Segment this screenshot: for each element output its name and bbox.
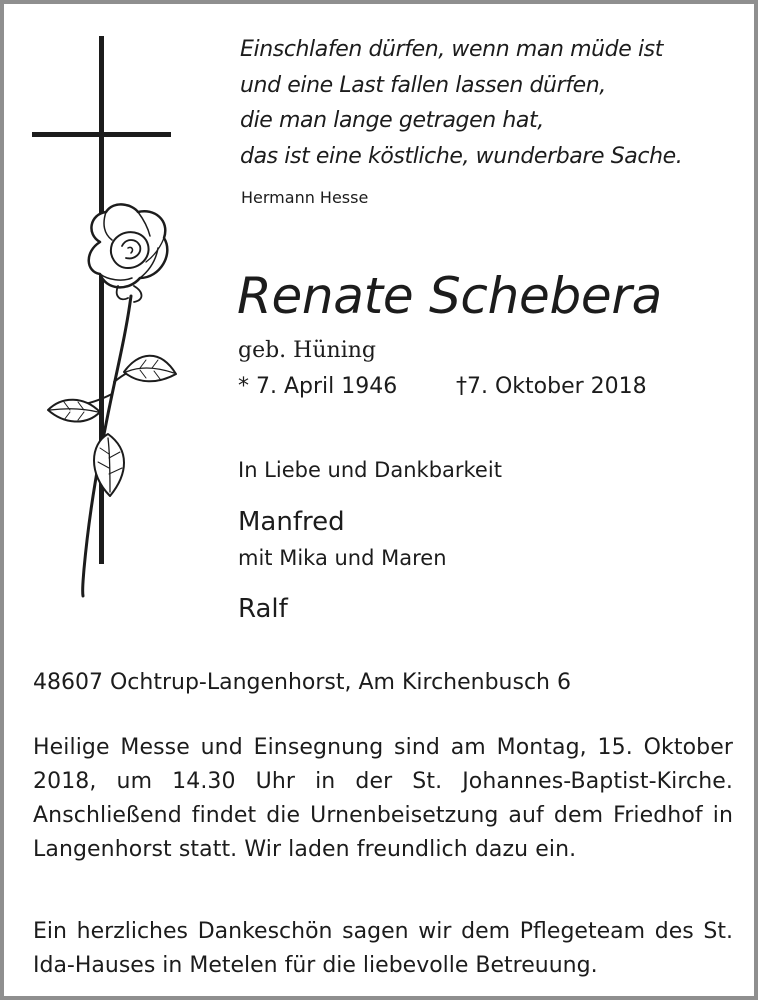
poem-author: Hermann Hesse [241, 188, 369, 207]
mourner-secondary: Ralf [238, 594, 288, 624]
poem-line: die man lange getragen hat, [240, 108, 544, 133]
birth-date: * 7. April 1946 [238, 374, 398, 399]
thank-you-note: Ein herzliches Dankeschön sagen wir dem Pflegeteam des St. Ida-Hauses in Metelen für die liebevolle Betreuung. [33, 919, 733, 978]
poem-line: das ist eine köstliche, wunderbare Sache. [240, 143, 683, 169]
poem-line: und eine Last fallen lassen dürfen, [240, 72, 606, 98]
deceased-name: Renate Schebera [237, 267, 662, 325]
family-address: 48607 Ochtrup-Langenhorst, Am Kirchenbusch 6 [33, 670, 571, 695]
dedication-line: In Liebe und Dankbarkeit [238, 458, 502, 482]
poem-line: Einschlafen dürfen, wenn man müde ist [240, 37, 663, 62]
poem [240, 32, 682, 174]
mourner-primary: Manfred [238, 507, 345, 537]
mourner-primary-family: mit Mika und Maren [238, 546, 447, 570]
funeral-service-info: Heilige Messe und Einsegnung sind am Montag, 15. Oktober 2018, um 14.30 Uhr in der St. Johannes-Baptist-Kirche. Anschließend findet die Urnenbeisetzung auf dem Friedhof in Langenhorst statt. Wir laden freundlich dazu ein. [33, 735, 733, 862]
death-date: †7. Oktober 2018 [456, 374, 647, 399]
maiden-name: geb. Hüning [238, 338, 376, 363]
cross-with-rose-icon [28, 34, 198, 604]
